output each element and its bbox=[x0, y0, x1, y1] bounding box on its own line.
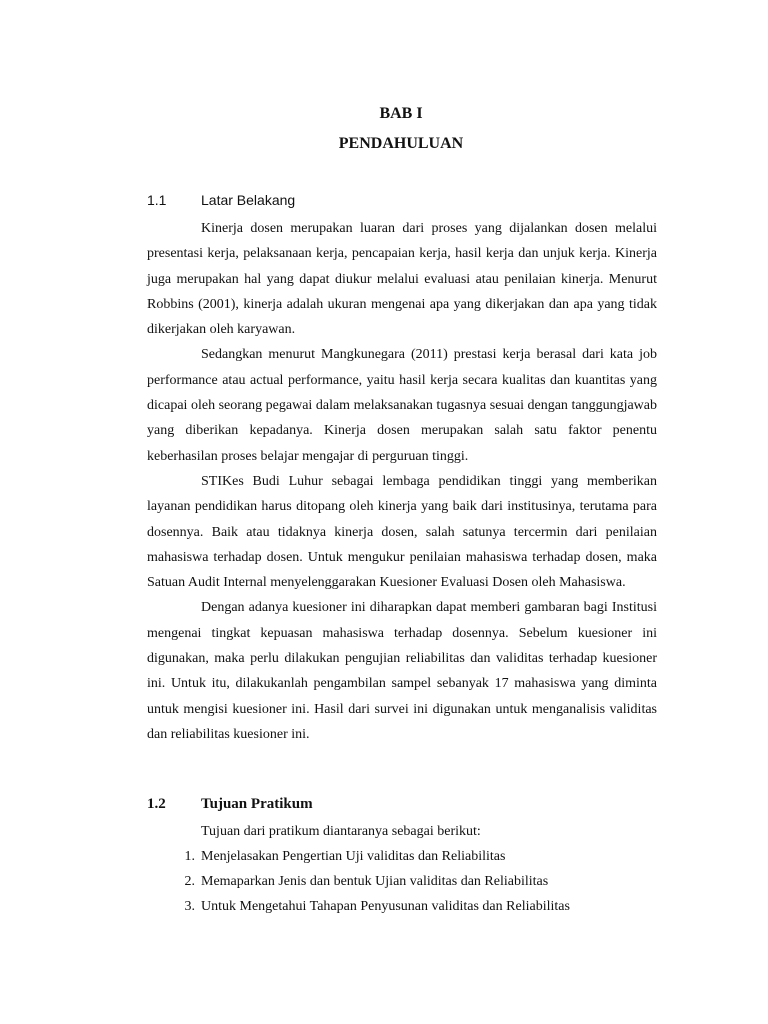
section-title: Latar Belakang bbox=[201, 192, 296, 208]
list-item-number: 2. bbox=[184, 874, 195, 889]
list-item-text: Menjelasakan Pengertian Uji validitas dan Reliabilitas bbox=[201, 849, 506, 864]
list-item-number: 1. bbox=[184, 849, 195, 864]
section-number: 1.2 bbox=[147, 796, 166, 812]
section-heading-1-1 bbox=[147, 190, 295, 210]
list-item bbox=[147, 894, 570, 919]
paragraph: Kinerja dosen merupakan luaran dari proses yang dijalankan dosen melalui presentasi kerja, pelaksanaan kerja, pencapaian kerja, hasil kerja dan unjuk kerja. Kinerja juga merupakan hal yang dapat diukur melalui evaluasi atau penilaian kinerja. Menurut Robbins (2001), kinerja adalah ukuran mengenai apa yang dikerjakan dan apa yang tidak dikerjakan oleh karyawan. bbox=[147, 221, 657, 338]
section-heading-1-2 bbox=[147, 794, 313, 814]
paragraph: Dengan adanya kuesioner ini diharapkan dapat memberi gambaran bagi Institusi mengenai tingkat kepuasan mahasiswa terhadap dosennya. Sebelum kuesioner ini digunakan, maka perlu dilakukan pengujian reliabilitas dan validitas terhadap kuesioner ini. Untuk itu, dilakukanlah pengambilan sampel sebanyak 17 mahasiswa yang diminta untuk mengisi kuesioner ini. Hasil dari survei ini digunakan untuk menganalisis validitas dan reliabilitas kuesioner ini. bbox=[147, 600, 657, 742]
section-number: 1.1 bbox=[147, 192, 167, 208]
list-item bbox=[147, 869, 570, 894]
list-item-number: 3. bbox=[184, 899, 195, 914]
objectives-list bbox=[147, 844, 570, 919]
list-item bbox=[147, 844, 570, 869]
paragraph: Sedangkan menurut Mangkunegara (2011) prestasi kerja berasal dari kata job performance atau actual performance, yaitu hasil kerja secara kualitas dan kuantitas yang dicapai oleh seorang pegawai dalam melaksanakan tugasnya sesuai dengan tanggungjawab yang diberikan kepadanya. Kinerja dosen merupakan salah satu faktor penentu keberhasilan proses belajar mengajar di perguruan tinggi. bbox=[147, 347, 657, 464]
chapter-label: BAB I bbox=[379, 105, 423, 122]
paragraph: STIKes Budi Luhur sebagai lembaga pendidikan tinggi yang memberikan layanan pendidikan harus ditopang oleh kinerja yang baik dari institusinya, terutama para dosennya. Baik atau tidaknya kinerja dosen, salah satunya tercermin dari penilaian mahasiswa terhadap dosen. Untuk mengukur penilaian mahasiswa terhadap dosen, maka Satuan Audit Internal menyelenggarakan Kuesioner Evaluasi Dosen oleh Mahasiswa. bbox=[147, 473, 657, 591]
list-item-text: Memaparkan Jenis dan bentuk Ujian validitas dan Reliabilitas bbox=[201, 874, 549, 889]
chapter-title: PENDAHULUAN bbox=[338, 135, 464, 152]
section-body bbox=[147, 216, 657, 747]
section-title: Tujuan Pratikum bbox=[201, 796, 313, 812]
list-item-text: Untuk Mengetahui Tahapan Penyusunan validitas dan Reliabilitas bbox=[201, 899, 570, 914]
objectives-intro: Tujuan dari pratikum diantaranya sebagai berikut: bbox=[201, 824, 481, 839]
